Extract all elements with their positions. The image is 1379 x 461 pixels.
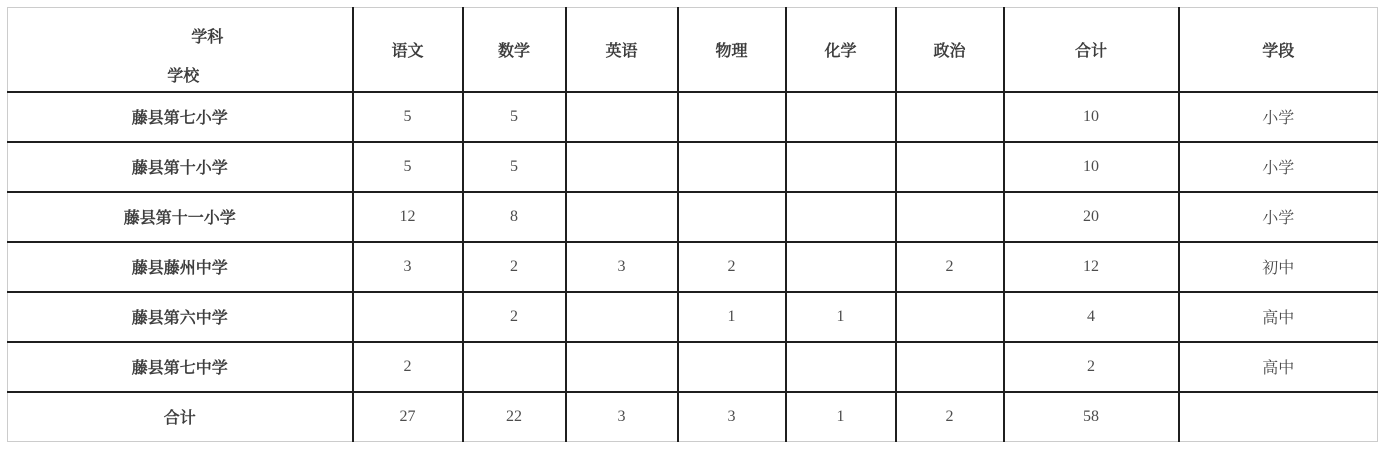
total-cell-total: 58 <box>1004 392 1179 442</box>
corner-subject-label: 学科 <box>191 29 224 47</box>
school-name-cell: 藤县第七中学 <box>8 342 353 392</box>
value-cell-chemistry: 1 <box>786 292 896 342</box>
school-subject-staffing-table <box>7 7 1378 442</box>
value-cell-physics: 2 <box>678 242 786 292</box>
value-cell-chemistry <box>786 242 896 292</box>
corner-header-cell <box>8 8 353 92</box>
value-cell-politics <box>896 142 1004 192</box>
value-cell-english <box>566 342 678 392</box>
table-row <box>8 292 1378 342</box>
stage-cell: 小学 <box>1179 92 1378 142</box>
school-name-cell: 藤县第六中学 <box>8 292 353 342</box>
table-row <box>8 342 1378 392</box>
value-cell-math: 8 <box>463 192 566 242</box>
col-header-english: 英语 <box>566 8 678 92</box>
stage-cell: 初中 <box>1179 242 1378 292</box>
value-cell-english <box>566 192 678 242</box>
value-cell-politics: 2 <box>896 242 1004 292</box>
total-stage-cell <box>1179 392 1378 442</box>
value-cell-chinese: 3 <box>353 242 463 292</box>
value-cell-math: 5 <box>463 142 566 192</box>
value-cell-english <box>566 92 678 142</box>
table-total-row <box>8 392 1378 442</box>
school-name-cell: 藤县第七小学 <box>8 92 353 142</box>
value-cell-total: 12 <box>1004 242 1179 292</box>
corner-school-label: 学校 <box>167 68 200 86</box>
stage-cell: 小学 <box>1179 142 1378 192</box>
value-cell-politics <box>896 342 1004 392</box>
col-header-stage: 学段 <box>1179 8 1378 92</box>
value-cell-total: 10 <box>1004 92 1179 142</box>
col-header-math: 数学 <box>463 8 566 92</box>
stage-cell: 高中 <box>1179 292 1378 342</box>
table-header-row <box>8 8 1378 92</box>
total-cell-chinese: 27 <box>353 392 463 442</box>
value-cell-chemistry <box>786 342 896 392</box>
total-cell-physics: 3 <box>678 392 786 442</box>
school-name-cell: 藤县藤州中学 <box>8 242 353 292</box>
value-cell-math <box>463 342 566 392</box>
col-header-chinese: 语文 <box>353 8 463 92</box>
value-cell-english: 3 <box>566 242 678 292</box>
col-header-physics: 物理 <box>678 8 786 92</box>
value-cell-politics <box>896 92 1004 142</box>
value-cell-physics: 1 <box>678 292 786 342</box>
col-header-politics: 政治 <box>896 8 1004 92</box>
table-row <box>8 142 1378 192</box>
value-cell-physics <box>678 192 786 242</box>
value-cell-math: 2 <box>463 242 566 292</box>
school-name-cell: 藤县第十小学 <box>8 142 353 192</box>
col-header-chemistry: 化学 <box>786 8 896 92</box>
school-name-cell: 藤县第十一小学 <box>8 192 353 242</box>
value-cell-chemistry <box>786 92 896 142</box>
value-cell-politics <box>896 292 1004 342</box>
total-cell-english: 3 <box>566 392 678 442</box>
value-cell-english <box>566 292 678 342</box>
table-row <box>8 92 1378 142</box>
value-cell-math: 5 <box>463 92 566 142</box>
value-cell-english <box>566 142 678 192</box>
value-cell-physics <box>678 142 786 192</box>
value-cell-math: 2 <box>463 292 566 342</box>
total-row-label: 合计 <box>8 392 353 442</box>
value-cell-physics <box>678 342 786 392</box>
value-cell-total: 10 <box>1004 142 1179 192</box>
value-cell-chemistry <box>786 142 896 192</box>
value-cell-physics <box>678 92 786 142</box>
value-cell-total: 20 <box>1004 192 1179 242</box>
total-cell-math: 22 <box>463 392 566 442</box>
total-cell-politics: 2 <box>896 392 1004 442</box>
table-row <box>8 192 1378 242</box>
value-cell-politics <box>896 192 1004 242</box>
value-cell-chemistry <box>786 192 896 242</box>
col-header-total: 合计 <box>1004 8 1179 92</box>
value-cell-total: 2 <box>1004 342 1179 392</box>
stage-cell: 高中 <box>1179 342 1378 392</box>
value-cell-total: 4 <box>1004 292 1179 342</box>
stage-cell: 小学 <box>1179 192 1378 242</box>
value-cell-chinese <box>353 292 463 342</box>
value-cell-chinese: 5 <box>353 92 463 142</box>
value-cell-chinese: 2 <box>353 342 463 392</box>
table-row <box>8 242 1378 292</box>
value-cell-chinese: 5 <box>353 142 463 192</box>
total-cell-chemistry: 1 <box>786 392 896 442</box>
value-cell-chinese: 12 <box>353 192 463 242</box>
